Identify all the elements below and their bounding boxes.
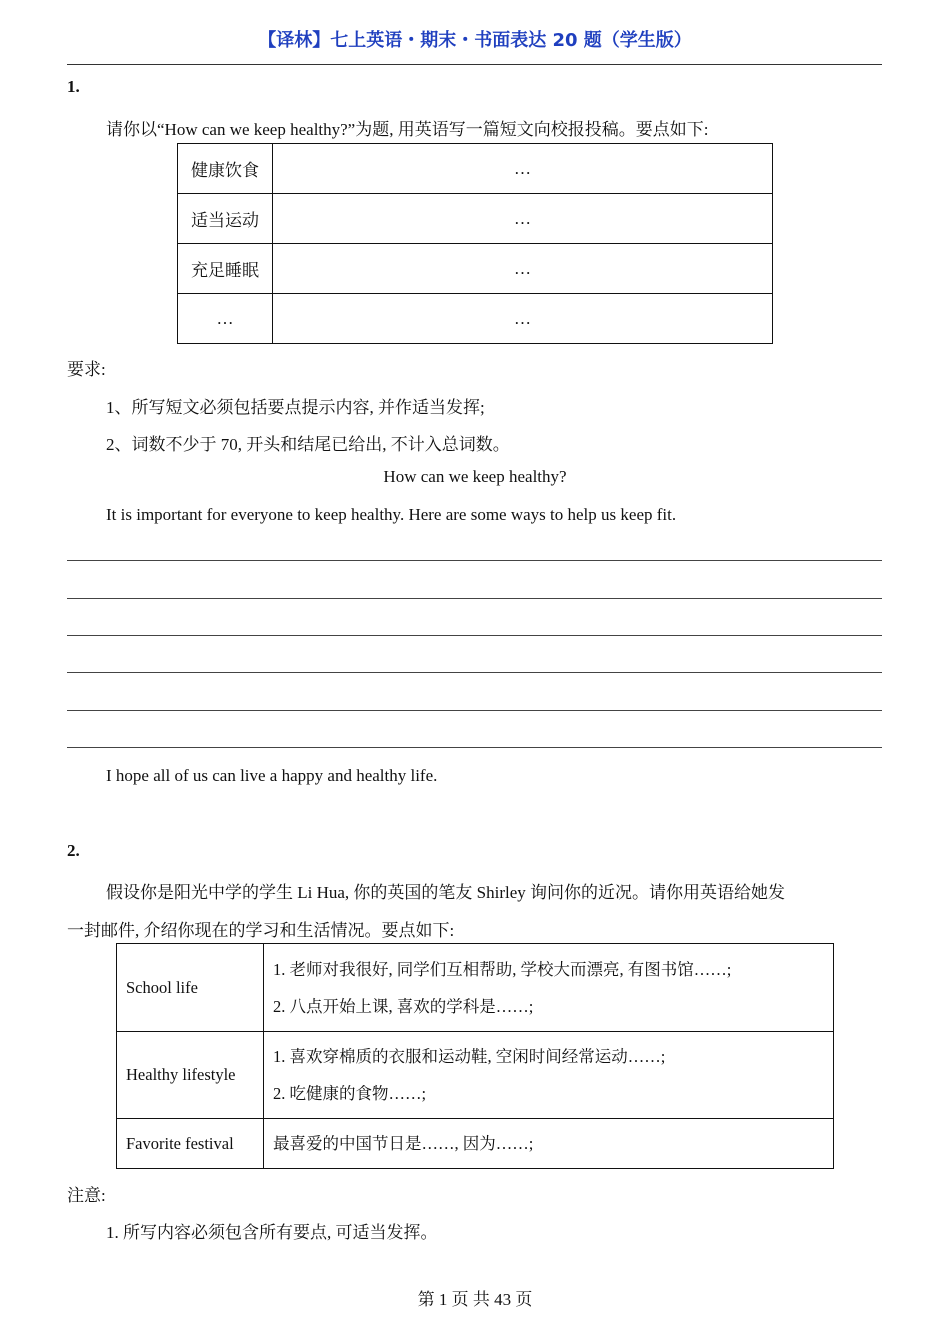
outline-content: …	[273, 294, 773, 344]
table-row	[178, 144, 773, 194]
outline-point: 最喜爱的中国节日是……, 因为……;	[273, 1134, 534, 1153]
outline-topic: School life	[117, 944, 264, 1032]
requirement-item: 2、词数不少于 70, 开头和结尾已给出, 不计入总词数。	[106, 435, 510, 454]
page-header-title: 【译林】七上英语・期末・书面表达 20 题（学生版）	[258, 30, 692, 51]
writing-line[interactable]	[67, 747, 882, 748]
outline-content: …	[273, 194, 773, 244]
outline-topic: 充足睡眠	[178, 244, 273, 294]
outline-content: …	[273, 144, 773, 194]
essay-closing: I hope all of us can live a happy and healthy life.	[106, 766, 438, 785]
page-footer: 第 1 页 共 43 页	[417, 1290, 533, 1309]
question-2-prompt-line-1: 假设你是阳光中学的学生 Li Hua, 你的英国的笔友 Shirley 询问你的近况。请你用英语给她发	[106, 883, 786, 902]
table-row	[117, 1032, 834, 1119]
question-1-outline-table	[177, 143, 773, 344]
writing-line[interactable]	[67, 672, 882, 673]
table-row	[117, 944, 834, 1032]
table-row	[178, 194, 773, 244]
writing-line[interactable]	[67, 560, 882, 561]
table-row	[117, 1119, 834, 1169]
outline-topic: 适当运动	[178, 194, 273, 244]
writing-line[interactable]	[67, 710, 882, 711]
question-1-number: 1.	[67, 77, 80, 96]
outline-content: …	[273, 244, 773, 294]
essay-opening: It is important for everyone to keep healthy. Here are some ways to help us keep fit.	[106, 505, 677, 524]
outline-topic: …	[178, 294, 273, 344]
outline-point: 1. 喜欢穿棉质的衣服和运动鞋, 空闲时间经常运动……;	[273, 1047, 666, 1066]
outline-point: 2. 吃健康的食物……;	[273, 1084, 427, 1103]
outline-point: 2. 八点开始上课, 喜欢的学科是……;	[273, 996, 534, 1016]
requirements-label: 要求:	[67, 360, 106, 379]
requirement-item: 1、所写短文必须包括要点提示内容, 并作适当发挥;	[106, 398, 485, 417]
question-1-prompt: 请你以“How can we keep healthy?”为题, 用英语写一篇短文向校报投稿。要点如下:	[106, 120, 709, 139]
notes-label: 注意:	[67, 1186, 106, 1205]
outline-points	[264, 1119, 834, 1169]
question-2-outline-table	[116, 943, 834, 1169]
table-row	[178, 244, 773, 294]
note-item: 1. 所写内容必须包含所有要点, 可适当发挥。	[106, 1223, 438, 1242]
essay-title: How can we keep healthy?	[383, 467, 567, 486]
outline-point: 1. 老师对我很好, 同学们互相帮助, 学校大而漂亮, 有图书馆……;	[273, 959, 732, 979]
writing-line[interactable]	[67, 598, 882, 599]
writing-line[interactable]	[67, 635, 882, 636]
outline-topic: Favorite festival	[117, 1119, 264, 1169]
question-2-number: 2.	[67, 841, 80, 860]
outline-points	[264, 944, 834, 1032]
header-divider	[67, 64, 882, 65]
table-row	[178, 294, 773, 344]
outline-topic: 健康饮食	[178, 144, 273, 194]
question-2-prompt-line-2: 一封邮件, 介绍你现在的学习和生活情况。要点如下:	[67, 921, 455, 940]
outline-topic: Healthy lifestyle	[117, 1032, 264, 1119]
outline-points	[264, 1032, 834, 1119]
